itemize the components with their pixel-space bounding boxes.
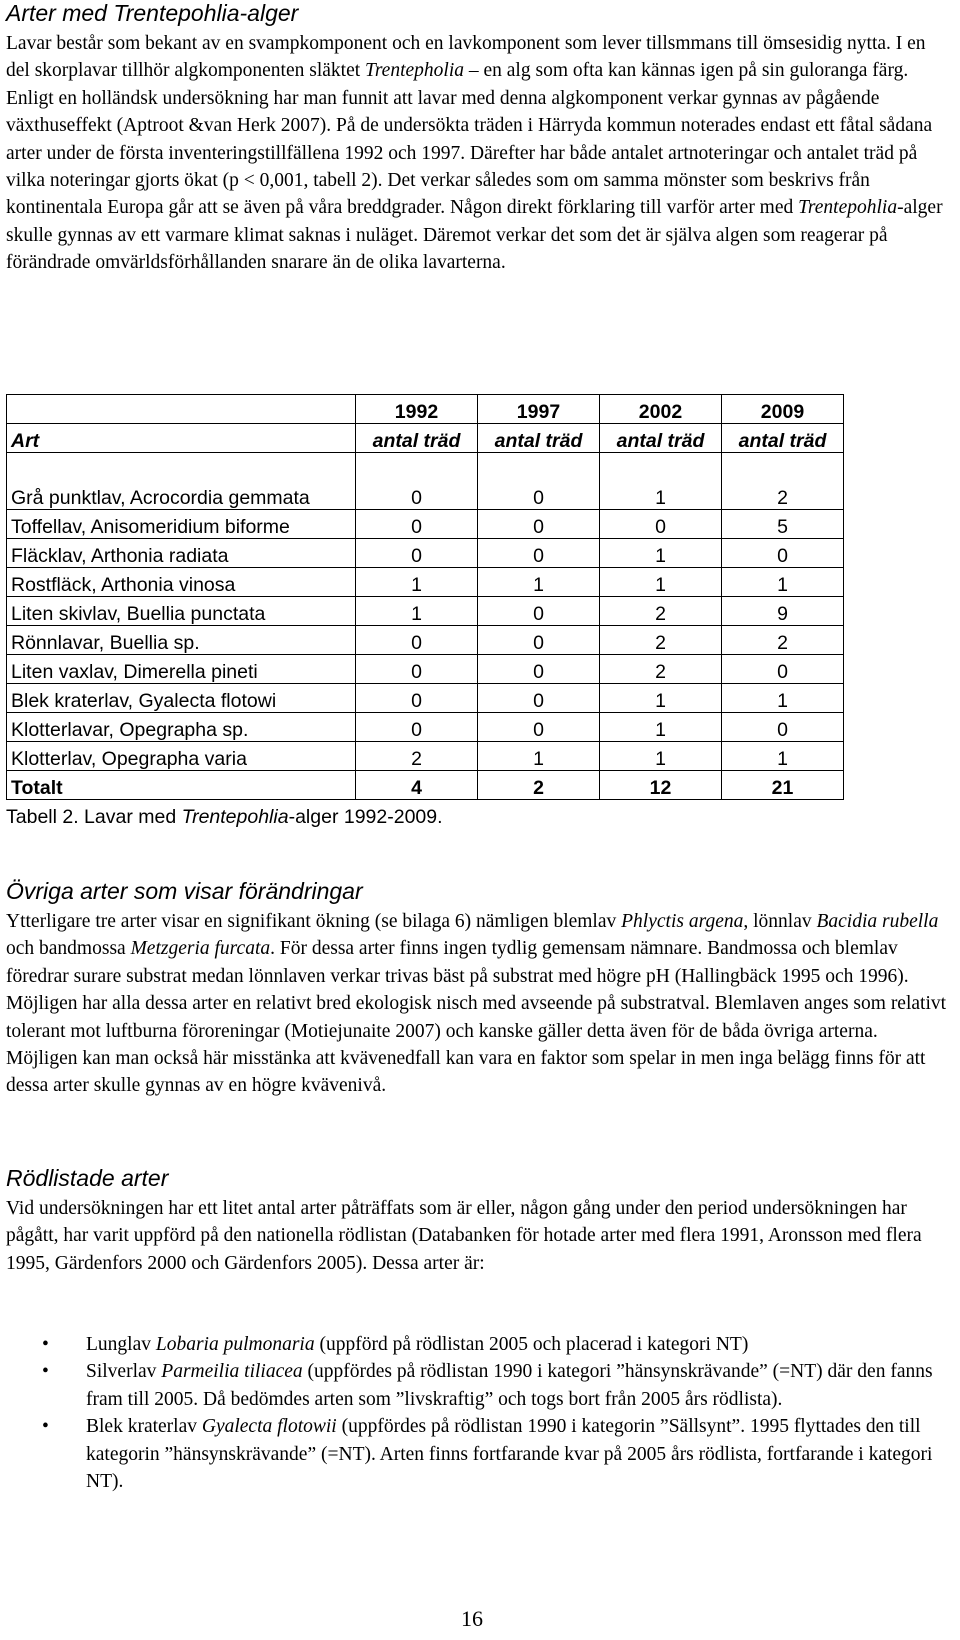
redlist-bullet-list [6, 1331, 952, 1495]
species-name: Toffellav, Anisomeridium biforme [7, 510, 356, 539]
tree-count: 1 [722, 568, 844, 597]
section-heading-ovriga: Övriga arter som visar förändringar [6, 878, 363, 904]
total-count: 4 [356, 771, 478, 800]
table-header-art: Art [7, 424, 356, 453]
tree-count: 0 [356, 453, 478, 510]
table-header-year: 2009 [722, 395, 844, 424]
tree-count: 1 [600, 453, 722, 510]
tree-count: 1 [600, 684, 722, 713]
table-row [7, 684, 844, 713]
tree-count: 0 [722, 655, 844, 684]
table-row [7, 742, 844, 771]
tree-count: 2 [356, 742, 478, 771]
paragraph-ovriga: Ytterligare tre arter visar en signifikant ökning (se bilaga 6) nämligen blemlav Phlyctis argena, lönnlav Bacidia rubella och bandmossa Metzgeria furcata. För dessa arter finns ingen tydlig gemensam nämnare. Bandmossa och blemlav föredrar surare substrat medan lönnlaven verkar trivas bäst på substrat med högre pH (Hallingbäck 1995 och 1996). Möjligen har alla dessa arter en relativt bred ekologisk nisch med avseende på substratval. Blemlaven anges som relativt tolerant mot luftburna föroreningar (Motiejunaite 2007) och kanske gäller detta även för de båda övriga arterna. Möjligen kan man också här misstänka att kvävenedfall kan vara en faktor som spelar in men inga belägg finns för att dessa arter skulle gynnas av en högre kvävenivå. [6, 911, 947, 1097]
tree-count: 0 [356, 655, 478, 684]
species-name: Rönnlavar, Buellia sp. [7, 626, 356, 655]
species-name: Blek kraterlav, Gyalecta flotowi [7, 684, 356, 713]
tree-count: 0 [356, 713, 478, 742]
tree-count: 0 [600, 510, 722, 539]
tree-count: 1 [600, 568, 722, 597]
table-header-blank [7, 395, 356, 424]
species-name: Liten vaxlav, Dimerella pineti [7, 655, 356, 684]
tree-count: 9 [722, 597, 844, 626]
tree-count: 0 [478, 713, 600, 742]
tree-count: 0 [478, 626, 600, 655]
table-header-unit: antal träd [600, 424, 722, 453]
redlist-item-text: Lunglav Lobaria pulmonaria (uppförd på rödlistan 2005 och placerad i kategori NT) [86, 1334, 749, 1355]
table-row [7, 597, 844, 626]
tree-count: 0 [722, 713, 844, 742]
redlist-item-text: Blek kraterlav Gyalecta flotowii (uppfördes på rödlistan 1990 i kategorin ”Sällsynt”. 1995 flyttades den till kategorin ”hänsynskrävande” (=NT). Arten finns fortfarande kvar på 2005 års rödlista, fortfarande i kategori NT). [86, 1416, 933, 1493]
tree-count: 0 [356, 626, 478, 655]
tree-count: 2 [722, 626, 844, 655]
paragraph-trentepohlia: Lavar består som bekant av en svampkomponent och en lavkomponent som lever tillsmmans till ömsesidig nytta. I en del skorplavar tillhör algkomponenten släktet Trentepholia – en alg som ofta kan kännas igen på sin guloranga färg. Enligt en holländsk undersökning har man funnit att lavar med denna algkomponent verkar gynnas av pågående växthuseffekt (Aptroot &van Herk 2007). På de undersökta träden i Härryda kommun noterades endast ett fåtal sådana arter under de första inventeringstillfällena 1992 och 1997. Därefter har både antalet artnoteringar och antalet träd på vilka noteringar gjorts ökat (p < 0,001, tabell 2). Det verkar således som om samma mönster som beskrivs från kontinentala Europa går att se även på våra breddgrader. Någon direkt förklaring till varför arter med Trentepohlia-alger skulle gynnas av ett varmare klimat saknas i nuläget. Däremot verkar det som det är själva algen som reagerar på förändrade omvärldsförhållanden snarare än de olika lavarterna. [6, 33, 943, 274]
bullet-icon: • [42, 1416, 49, 1438]
section-heading-rodlistade: Rödlistade arter [6, 1165, 169, 1191]
tree-count: 1 [722, 684, 844, 713]
tree-count: 0 [356, 539, 478, 568]
tree-count: 1 [600, 713, 722, 742]
tree-count: 1 [356, 597, 478, 626]
tree-count: 0 [478, 453, 600, 510]
tree-count: 1 [478, 568, 600, 597]
species-name: Liten skivlav, Buellia punctata [7, 597, 356, 626]
species-name: Rostfläck, Arthonia vinosa [7, 568, 356, 597]
redlist-item [6, 1331, 952, 1358]
tree-count: 0 [356, 684, 478, 713]
total-count: 21 [722, 771, 844, 800]
total-count: 2 [478, 771, 600, 800]
redlist-item [6, 1413, 952, 1495]
table-caption: Tabell 2. Lavar med Trentepohlia-alger 1992-2009. [6, 806, 443, 828]
table-header-year: 1997 [478, 395, 600, 424]
species-name: Grå punktlav, Acrocordia gemmata [7, 453, 356, 510]
table-row [7, 626, 844, 655]
bullet-icon: • [42, 1334, 49, 1355]
tree-count: 2 [600, 655, 722, 684]
table-header-unit: antal träd [722, 424, 844, 453]
table-row [7, 713, 844, 742]
tree-count: 0 [478, 597, 600, 626]
species-name: Klotterlav, Opegrapha varia [7, 742, 356, 771]
table-row [7, 655, 844, 684]
tree-count: 0 [478, 655, 600, 684]
tree-count: 1 [600, 539, 722, 568]
table-header-unit: antal träd [478, 424, 600, 453]
table-header-unit: antal träd [356, 424, 478, 453]
paragraph-rodlistade: Vid undersökningen har ett litet antal arter påträffats som är eller, någon gång under den period undersökningen har pågått, har varit uppförd på den nationella rödlistan (Databanken för hotade arter med flera 1991, Aronsson med flera 1995, Gärdenfors 2000 och Gärdenfors 2005). Dessa arter är: [6, 1198, 922, 1274]
species-name: Fläcklav, Arthonia radiata [7, 539, 356, 568]
table-row [7, 510, 844, 539]
tree-count: 2 [722, 453, 844, 510]
tree-count: 1 [722, 742, 844, 771]
redlist-item [6, 1358, 952, 1413]
tree-count: 1 [356, 568, 478, 597]
bullet-icon: • [42, 1361, 49, 1383]
table-row [7, 539, 844, 568]
table-header-year: 2002 [600, 395, 722, 424]
tree-count: 0 [722, 539, 844, 568]
tree-count: 1 [478, 742, 600, 771]
species-name: Klotterlavar, Opegrapha sp. [7, 713, 356, 742]
tree-count: 2 [600, 597, 722, 626]
page-number: 16 [461, 1606, 483, 1631]
section-heading-trentepohlia: Arter med Trentepohlia-alger [6, 0, 299, 26]
total-label: Totalt [7, 771, 356, 800]
table-total-row [7, 771, 844, 800]
tree-count: 0 [478, 510, 600, 539]
table-row [7, 453, 844, 510]
tree-count: 5 [722, 510, 844, 539]
tree-count: 0 [478, 539, 600, 568]
lichen-table [6, 394, 844, 800]
table-header-year: 1992 [356, 395, 478, 424]
table-row [7, 568, 844, 597]
tree-count: 1 [600, 742, 722, 771]
total-count: 12 [600, 771, 722, 800]
redlist-item-text: Silverlav Parmeilia tiliacea (uppfördes på rödlistan 1990 i kategori ”hänsynskrävande” (=NT) där den fanns fram till 2005. Då bedömdes arten som ”livskraftig” och togs bort från 2005 års rödlista). [86, 1361, 933, 1410]
table-header-units [7, 424, 844, 453]
table-header-years [7, 395, 844, 424]
tree-count: 0 [478, 684, 600, 713]
tree-count: 2 [600, 626, 722, 655]
tree-count: 0 [356, 510, 478, 539]
